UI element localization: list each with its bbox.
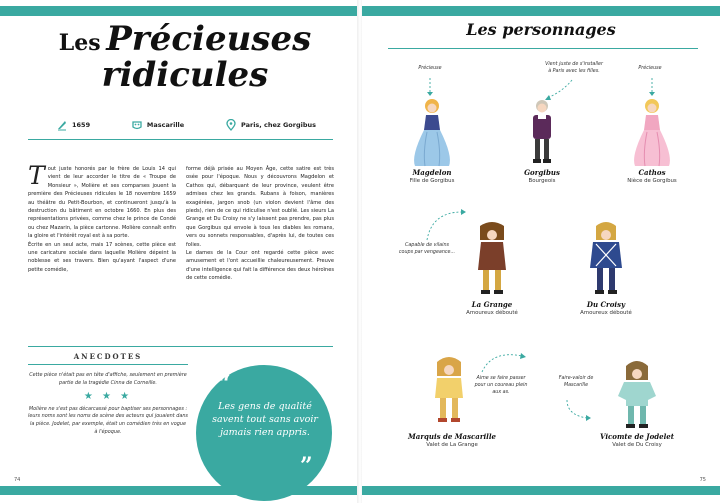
col1-paragraph-1: out juste honorés par le frère de Louis 14 qui vient de leur accorder le titre de « Troupe de Monsieur », Molière et ses comparses jouent la première des Précieuses ridicules le 18 novembre 1659 au théâtre du Petit-Bourbon, et continueront jusqu'à la destruction du bâtiment en octobre 1660. En plus des représentations privées, comme chez le prince de Condé ou chez Mazarin, la pièce cartonne. Molière connaît enfin la gloire et l'intérêt royal est à sa porte. (28, 166, 176, 240)
title-line2: ridicules (101, 54, 269, 95)
note-gorgibus: Vient juste de s'installer à Paris avec les filles. (545, 62, 603, 74)
meta-year-value: 1659 (72, 121, 91, 129)
magdelon-illustration (407, 96, 457, 168)
character-name: Marquis de Mascarille (408, 432, 496, 441)
quill-icon (56, 119, 68, 131)
character-magdelon (392, 168, 472, 184)
mascarille-illustration (427, 356, 471, 430)
bottom-band-right (362, 486, 720, 495)
character-role: Nièce de Gorgibus (627, 178, 677, 184)
character-name: Vicomte de Jodelet (600, 432, 674, 441)
left-page (0, 0, 358, 503)
meta-place (225, 119, 316, 131)
meta-place-value: Paris, chez Gorgibus (241, 121, 316, 129)
character-mascarille (397, 432, 507, 448)
meta-author-value: Mascarille (146, 121, 185, 129)
dropcap: T (28, 161, 45, 190)
character-name: Magdelon (412, 168, 452, 177)
play-metadata (56, 119, 316, 131)
anecdotes-box (28, 352, 188, 437)
col2-paragraph-2: Le dames de la Cour ont regardé cette pièce avec amusement et l'ont accueillie chaleureusement. Preuve d'une intelligence qui fait la différence des deux héroïnes de cette comédie. (186, 250, 334, 282)
character-cathos (612, 168, 692, 184)
connector-arrows (362, 0, 720, 503)
meta-author (131, 119, 184, 131)
character-role: Amoureux débouté (580, 310, 632, 316)
character-role: Bourgeois (528, 178, 556, 184)
character-gorgibus (502, 168, 582, 184)
du-croisy-illustration (584, 222, 628, 300)
note-mascarille: Aime se faire passer pour un coureau plein aux as. (474, 376, 528, 395)
cathos-illustration (627, 96, 677, 168)
page-title (40, 19, 330, 95)
open-quote-icon: “ (218, 371, 231, 397)
character-jodelet (587, 432, 687, 448)
body-column-2 (186, 165, 334, 283)
col1-paragraph-2: Écrite en un seul acte, mais 17 scènes, cette pièce est une caricature sociale dans laquelle Molière dépeint la noblesse et ses travers. Bien qu'ayant l'aspect d'une petite comédie, (28, 241, 176, 273)
quote-text: Les gens de qualité savent tout sans avoir jamais rien appris. (212, 401, 318, 438)
anecdote-2: Molière ne s'est pas décarcassé pour baptiser ses personnages : leurs noms sont les noms de scène des acteurs qui jouaient dans la pièce. Jodelet, par exemple, était un comédien très en vogue à l'époque. (28, 405, 188, 435)
character-name: Du Croisy (586, 300, 626, 309)
title-les: Les (58, 30, 101, 56)
note-la-grange: Capable de vilains coups par vengeance... (398, 243, 456, 255)
anecdote-1: Cette pièce n'était pas en tête d'affiche, seulement en première partie de la tragédie Cinna de Corneille. (29, 372, 187, 386)
anecdotes-title: ANECDOTES (28, 352, 188, 365)
character-name: Cathos (638, 168, 666, 177)
character-role: Fille de Gorgibus (409, 178, 455, 184)
bottom-band (0, 486, 358, 495)
la-grange-illustration (470, 222, 514, 300)
page-number-right: 75 (699, 477, 706, 483)
character-role: Valet de La Grange (426, 442, 478, 448)
character-name: La Grange (471, 300, 513, 309)
meta-year (56, 119, 90, 131)
meta-rule (28, 139, 333, 140)
top-band (0, 6, 358, 16)
close-quote-icon: ” (300, 453, 313, 479)
star-separator: ★ ★ ★ (83, 390, 133, 402)
character-role: Valet de Du Croisy (612, 442, 662, 448)
note-jodelet: Faire-valoir de Mascarille (558, 376, 594, 388)
col2-paragraph-1: forme déjà prisée au Moyen Âge, cette satire est très osée pour l'époque. Nous y découvrons Magdelon et Cathos qui, débarquant de leur province, veulent être admises chez les grands. Rubans à foison, manières exagérées, jargon snob (un violon devient l'âme des pieds), rien de ce qui ridiculise n'est oublié. Les sieurs La Grange et Du Croisy ne s'y laissent pas prendre, pas plus que Gorgibus qui envoie à tous les diables les romans, vers ou sonnets responsables, d'après lui, de toutes ces folies. (186, 166, 334, 248)
character-la-grange (452, 300, 532, 316)
location-pin-icon (225, 119, 237, 131)
characters-heading: Les personnages (466, 20, 616, 39)
right-page (362, 0, 720, 503)
mask-icon (131, 119, 143, 131)
character-du-croisy (566, 300, 646, 316)
note-precieuse-1: Précieuse (418, 66, 442, 71)
title-line1: Précieuses (106, 19, 312, 59)
character-name: Gorgibus (524, 168, 560, 177)
character-role: Amoureux débouté (466, 310, 518, 316)
body-rule (28, 346, 333, 347)
quote-circle (196, 365, 332, 501)
body-column-1 (28, 161, 176, 274)
gorgibus-illustration (522, 96, 562, 168)
page-number-left: 74 (14, 477, 21, 483)
jodelet-illustration (612, 360, 662, 432)
note-precieuse-2: Précieuse (638, 66, 662, 71)
